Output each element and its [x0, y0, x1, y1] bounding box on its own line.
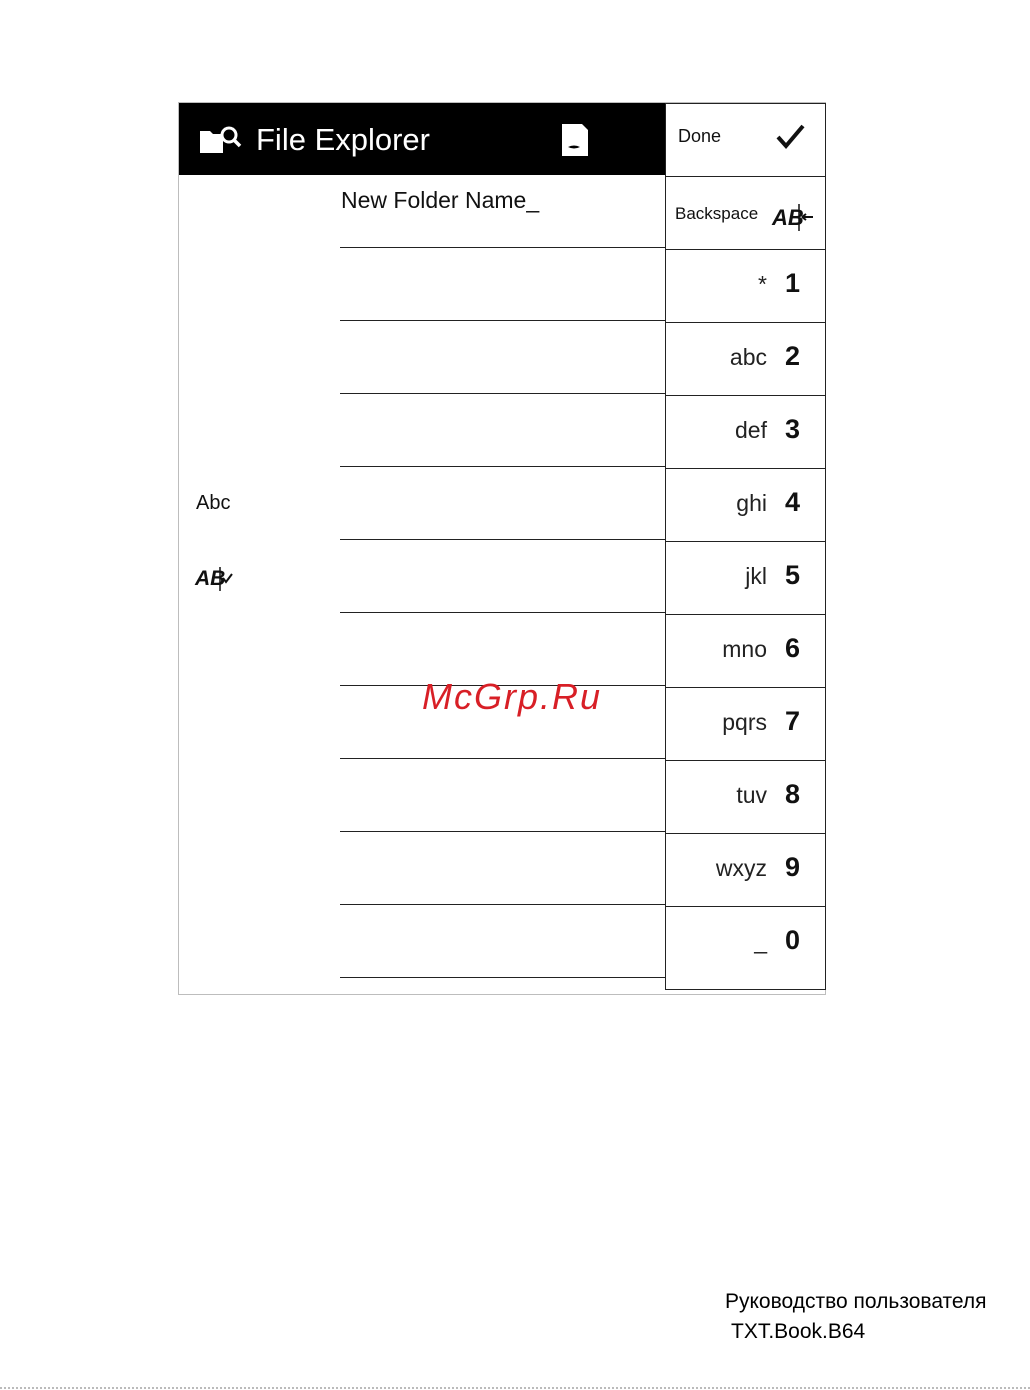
sd-card-icon[interactable] [561, 123, 589, 157]
key-0[interactable] [666, 907, 825, 989]
input-line[interactable] [340, 175, 666, 248]
svg-text:AB: AB [772, 205, 804, 230]
blank-line [340, 248, 666, 321]
footer-manual-title: Руководство пользователя [725, 1290, 987, 1313]
key-digit: 0 [784, 925, 800, 955]
key-6[interactable] [666, 615, 825, 688]
blank-line [340, 832, 666, 905]
done-label: Done [678, 126, 722, 146]
key-letters: abc [729, 344, 767, 370]
blank-line [340, 394, 666, 467]
key-digit: 2 [784, 341, 800, 371]
file-explorer-screen [178, 102, 826, 995]
watermark: McGrp.Ru [422, 676, 603, 717]
page-divider [0, 1387, 1030, 1389]
key-digit: 5 [784, 560, 800, 590]
key-digit: 6 [784, 633, 800, 663]
title-bar [179, 103, 666, 175]
backspace-icon [771, 199, 815, 233]
key-letters: pqrs [722, 709, 767, 735]
key-digit: 9 [784, 852, 800, 882]
blank-line [340, 759, 666, 832]
spellcheck-icon[interactable] [194, 563, 236, 593]
key-3[interactable] [666, 396, 825, 469]
text-input-area[interactable] [340, 175, 666, 995]
key-digit: 3 [784, 414, 800, 444]
checkmark-icon [775, 124, 805, 150]
blank-line [340, 321, 666, 394]
key-letters: wxyz [715, 855, 767, 881]
blank-line [340, 540, 666, 613]
key-2[interactable] [666, 323, 825, 396]
key-letters: def [735, 417, 767, 443]
key-4[interactable] [666, 469, 825, 542]
blank-line [340, 467, 666, 540]
key-digit: 1 [784, 268, 800, 298]
blank-line [340, 905, 666, 978]
key-letters: * [758, 271, 767, 297]
key-letters: mno [722, 636, 767, 662]
key-8[interactable] [666, 761, 825, 834]
key-7[interactable] [666, 688, 825, 761]
footer-model-name: TXT.Book.B64 [731, 1320, 866, 1343]
backspace-label: Backspace [675, 204, 759, 223]
key-digit: 7 [784, 706, 800, 736]
backspace-key[interactable] [666, 177, 825, 250]
key-digit: 4 [784, 487, 800, 517]
key-letters: ghi [736, 490, 767, 516]
folder-name-input[interactable]: New Folder Name_ [341, 187, 540, 213]
svg-text:AB: AB [195, 567, 226, 590]
app-title: File Explorer [256, 122, 430, 157]
key-letters: tuv [736, 782, 767, 808]
key-digit: 8 [784, 779, 800, 809]
key-1[interactable] [666, 250, 825, 323]
folder-search-icon[interactable] [199, 125, 243, 155]
key-5[interactable] [666, 542, 825, 615]
input-mode-toggle[interactable]: Abc [196, 492, 231, 514]
key-9[interactable] [666, 834, 825, 907]
done-key[interactable] [666, 104, 825, 177]
key-letters: _ [754, 928, 767, 954]
key-letters: jkl [745, 563, 767, 589]
numeric-keypad [665, 103, 826, 990]
